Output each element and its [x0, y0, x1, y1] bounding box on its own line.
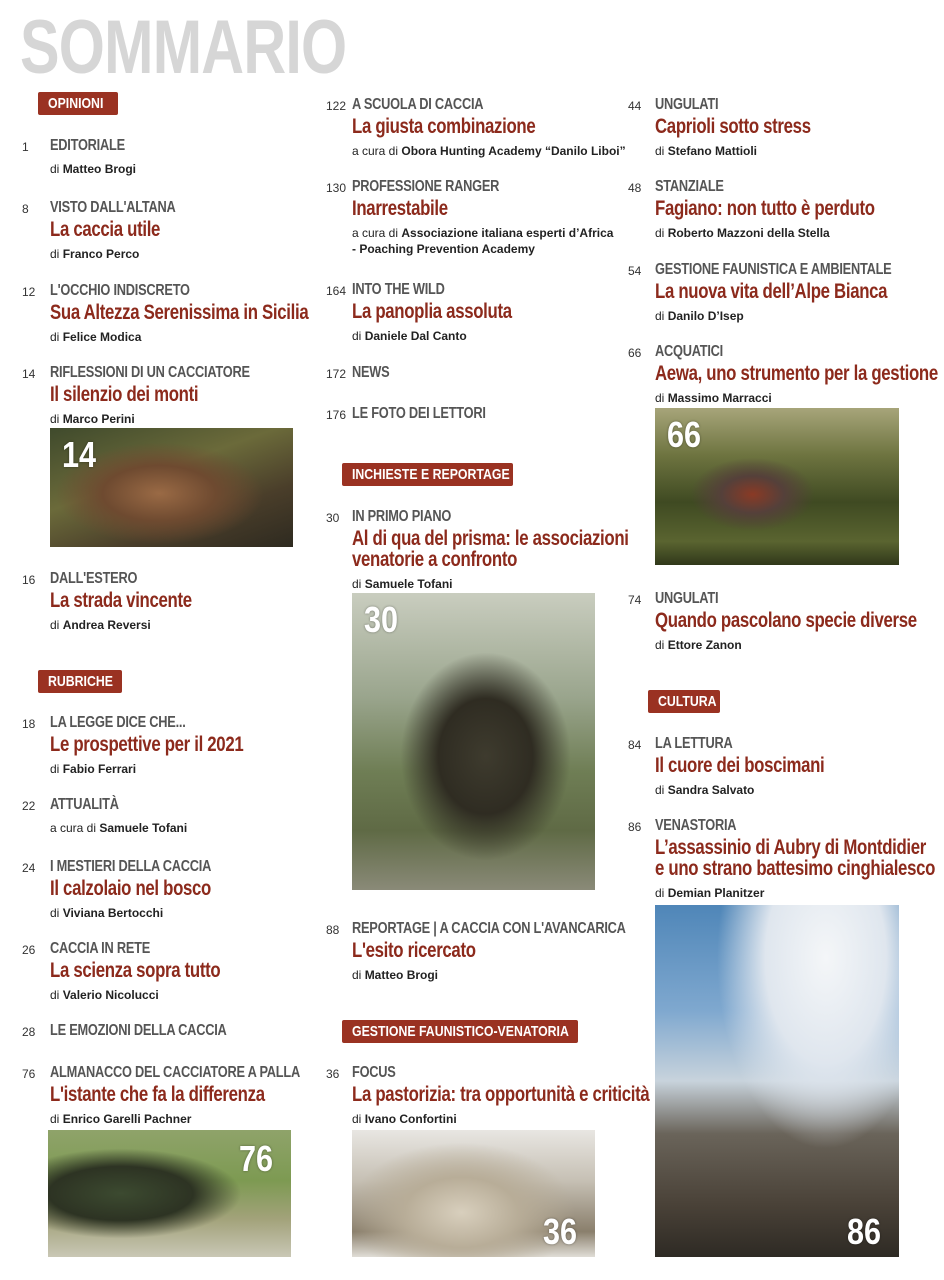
article-title[interactable]: L'esito ricercato — [352, 939, 476, 962]
article-author — [352, 328, 552, 344]
page-number: 36 — [326, 1067, 340, 1081]
photo-page-number: 86 — [847, 1211, 882, 1252]
section-kicker: LE FOTO DEI LETTORI — [352, 405, 486, 422]
section-kicker: UNGULATI — [655, 96, 719, 113]
page-number: 12 — [22, 285, 36, 299]
article-author — [50, 761, 292, 777]
toc-entry[interactable] — [22, 570, 227, 633]
section-kicker: NEWS — [352, 364, 390, 381]
page-title: SOMMARIO — [20, 5, 347, 90]
article-author — [50, 411, 300, 427]
article-author — [352, 225, 613, 257]
author-name: Massimo Marracci — [667, 391, 772, 405]
author-prefix: di — [50, 1112, 60, 1126]
section-kicker: UNGULATI — [655, 590, 719, 607]
page-number: 22 — [22, 799, 36, 813]
author-prefix: di — [50, 162, 60, 176]
toc-entry[interactable] — [628, 590, 944, 653]
section-kicker: L'OCCHIO INDISCRETO — [50, 282, 190, 299]
article-author — [655, 782, 867, 798]
page-number: 14 — [22, 367, 36, 381]
author-name: Associazione italiana esperti d’Africa — [401, 226, 614, 240]
article-author — [655, 225, 930, 241]
page-number: 26 — [22, 943, 36, 957]
author-prefix: a cura di — [352, 144, 399, 158]
author-name: Sandra Salvato — [667, 783, 755, 797]
page-number: 88 — [326, 923, 340, 937]
author-name: Daniele Dal Canto — [364, 329, 467, 343]
section-kicker: INTO THE WILD — [352, 281, 445, 298]
article-title[interactable]: L'istante che fa la differenza — [50, 1083, 265, 1106]
toc-entry[interactable] — [22, 364, 300, 427]
toc-entry[interactable] — [628, 96, 850, 159]
author-prefix: a cura di — [352, 226, 399, 240]
section-kicker: CACCIA IN RETE — [50, 940, 150, 957]
article-title-line2[interactable]: venatorie a confronto — [352, 548, 518, 571]
author-name: Andrea Reversi — [62, 618, 151, 632]
section-kicker: DALL'ESTERO — [50, 570, 138, 587]
author-prefix: di — [50, 762, 60, 776]
author-prefix: di — [50, 247, 60, 261]
section-kicker: VISTO DALL'ALTANA — [50, 199, 176, 216]
toc-entry[interactable] — [22, 796, 188, 836]
section-kicker: LA LEGGE DICE CHE... — [50, 714, 186, 731]
page-number: 18 — [22, 717, 36, 731]
photo-page-number: 14 — [62, 434, 97, 475]
author-prefix: di — [655, 886, 665, 900]
article-title[interactable]: L’assassinio di Aubry di Montdidier — [655, 836, 927, 859]
author-name: Valerio Nicolucci — [62, 988, 159, 1002]
hunter-binoculars-photo — [352, 593, 595, 890]
author-name: Fabio Ferrari — [62, 762, 137, 776]
page-number: 28 — [22, 1025, 36, 1039]
author-name: Enrico Garelli Pachner — [62, 1112, 192, 1126]
author-name: Marco Perini — [62, 412, 135, 426]
page-number: 176 — [326, 408, 347, 422]
author-name: Samuele Tofani — [364, 577, 453, 591]
section-kicker: FOCUS — [352, 1064, 396, 1081]
article-title[interactable]: La scienza sopra tutto — [50, 959, 221, 982]
section-kicker: I MESTIERI DELLA CACCIA — [50, 858, 212, 875]
section-badge-label: CULTURA — [658, 693, 717, 710]
author-name: Stefano Mattioli — [667, 144, 758, 158]
toc-entry[interactable] — [628, 817, 944, 901]
page-number: 1 — [22, 140, 29, 154]
section-kicker: VENASTORIA — [655, 817, 737, 834]
article-author — [50, 987, 263, 1003]
author-name: Demian Planitzer — [667, 886, 765, 900]
hunter-with-rifle-photo — [48, 1130, 291, 1257]
article-author — [50, 905, 251, 921]
author-prefix: di — [655, 309, 665, 323]
article-author — [50, 1111, 362, 1127]
photo-page-number: 66 — [667, 414, 702, 455]
page-number: 76 — [22, 1067, 36, 1081]
article-author — [50, 329, 373, 345]
article-author — [50, 246, 207, 262]
section-kicker: ATTUALITÀ — [50, 796, 119, 813]
toc-entry[interactable] — [22, 858, 251, 921]
author-name: Ivano Confortini — [364, 1112, 457, 1126]
article-author — [655, 885, 944, 901]
section-kicker: A SCUOLA DI CACCIA — [352, 96, 484, 113]
section-badge-label: RUBRICHE — [48, 673, 113, 690]
article-title[interactable]: La strada vincente — [50, 589, 192, 612]
toc-entry[interactable] — [22, 199, 207, 262]
author-prefix: di — [50, 412, 60, 426]
section-badge-label: INCHIESTE E REPORTAGE — [352, 466, 510, 483]
article-title[interactable]: Al di qua del prisma: le associazioni — [352, 527, 629, 550]
toc-entry[interactable] — [22, 940, 263, 1003]
author-prefix: di — [50, 618, 60, 632]
article-title[interactable]: La panoplia assoluta — [352, 300, 512, 323]
author-name: Danilo D’Isep — [667, 309, 744, 323]
toc-entry[interactable] — [628, 261, 944, 324]
article-author — [50, 820, 187, 836]
page-number: 8 — [22, 202, 29, 216]
section-kicker: PROFESSIONE RANGER — [352, 178, 500, 195]
toc-entry[interactable] — [22, 1022, 271, 1040]
article-title[interactable]: Quando pascolano specie diverse — [655, 609, 917, 632]
page-number: 16 — [22, 573, 36, 587]
section-badge-gestione-faunistico-venatoria — [342, 1020, 578, 1043]
author-name: Obora Hunting Academy “Danilo Liboi” — [401, 144, 626, 158]
section-kicker: RIFLESSIONI DI UN CACCIATORE — [50, 364, 250, 381]
article-title[interactable]: Il silenzio dei monti — [50, 383, 199, 406]
page-number: 66 — [628, 346, 642, 360]
author-prefix: di — [50, 330, 60, 344]
page-number: 122 — [326, 99, 347, 113]
article-title[interactable]: Il cuore dei boscimani — [655, 754, 825, 777]
photo-page-number: 76 — [239, 1138, 274, 1179]
article-title[interactable]: La giusta combinazione — [352, 115, 536, 138]
article-author — [655, 637, 944, 653]
toc-entry[interactable] — [628, 735, 867, 798]
author-prefix: di — [352, 968, 362, 982]
page-number: 30 — [326, 511, 340, 525]
article-author — [352, 967, 694, 983]
section-badge-inchieste-e-reportage — [342, 463, 513, 486]
author-prefix: di — [655, 226, 665, 240]
section-kicker: ALMANACCO DEL CACCIATORE A PALLA — [50, 1064, 300, 1081]
page-number: 48 — [628, 181, 642, 195]
author-prefix: di — [352, 329, 362, 343]
section-kicker: IN PRIMO PIANO — [352, 508, 452, 525]
page-number: 54 — [628, 264, 642, 278]
section-badge-rubriche — [38, 670, 122, 693]
article-author — [50, 617, 227, 633]
section-badge-opinioni — [38, 92, 118, 115]
toc-entry[interactable] — [326, 405, 519, 423]
article-title[interactable]: Le prospettive per il 2021 — [50, 733, 244, 756]
author-name: Samuele Tofani — [99, 821, 188, 835]
sheep-flock-photo — [352, 1130, 595, 1257]
author-prefix: di — [50, 906, 60, 920]
author-name: Felice Modica — [62, 330, 142, 344]
photo-page-number: 36 — [543, 1211, 578, 1252]
article-title[interactable]: Il calzolaio nel bosco — [50, 877, 212, 900]
author-prefix: di — [655, 638, 665, 652]
section-kicker: LA LETTURA — [655, 735, 733, 752]
article-title[interactable]: Fagiano: non tutto è perduto — [655, 197, 875, 220]
article-author — [352, 576, 698, 592]
article-title[interactable]: Sua Altezza Serenissima in Sicilia — [50, 301, 309, 324]
chamois-on-rock-photo — [655, 905, 899, 1257]
author-name: Matteo Brogi — [364, 968, 439, 982]
section-kicker: ACQUATICI — [655, 343, 723, 360]
section-badge-cultura — [648, 690, 720, 713]
article-author — [352, 143, 626, 159]
author-name-line2: - Poaching Prevention Academy — [352, 242, 535, 256]
author-prefix: di — [50, 988, 60, 1002]
toc-entry[interactable] — [326, 281, 552, 344]
article-title[interactable]: La pastorizia: tra opportunità e criticità — [352, 1083, 650, 1106]
author-prefix: di — [352, 1112, 362, 1126]
toc-entry[interactable] — [22, 714, 292, 777]
author-prefix: di — [655, 144, 665, 158]
page-number: 44 — [628, 99, 642, 113]
section-kicker: STANZIALE — [655, 178, 724, 195]
roe-deer-photo — [50, 428, 293, 547]
article-title[interactable]: La caccia utile — [50, 218, 161, 241]
page-number: 164 — [326, 284, 347, 298]
article-title[interactable]: Caprioli sotto stress — [655, 115, 811, 138]
article-author — [655, 308, 944, 324]
toc-entry[interactable] — [326, 96, 626, 159]
toc-entry[interactable] — [326, 364, 399, 382]
toc-entry[interactable] — [628, 178, 930, 241]
author-name: Franco Perco — [62, 247, 140, 261]
toc-entry[interactable] — [326, 920, 694, 983]
author-prefix: di — [655, 391, 665, 405]
author-prefix: a cura di — [50, 821, 97, 835]
page-number: 130 — [326, 181, 347, 195]
toc-entry[interactable] — [22, 1064, 362, 1127]
article-author — [655, 390, 944, 406]
author-prefix: di — [352, 577, 362, 591]
page-number: 24 — [22, 861, 36, 875]
toc-entry[interactable] — [22, 137, 144, 177]
article-title[interactable]: Inarrestabile — [352, 197, 448, 220]
toc-entry[interactable] — [326, 178, 614, 257]
page-number: 86 — [628, 820, 642, 834]
article-title[interactable]: Aewa, uno strumento per la gestione — [655, 362, 938, 385]
page-number: 172 — [326, 367, 347, 381]
author-name: Viviana Bertocchi — [62, 906, 164, 920]
author-prefix: di — [655, 783, 665, 797]
page-number: 74 — [628, 593, 642, 607]
section-kicker: REPORTAGE | A CACCIA CON L'AVANCARICA — [352, 920, 626, 937]
author-name: Matteo Brogi — [62, 162, 137, 176]
section-kicker: GESTIONE FAUNISTICA E AMBIENTALE — [655, 261, 892, 278]
author-name: Ettore Zanon — [667, 638, 742, 652]
section-badge-label: GESTIONE FAUNISTICO-VENATORIA — [352, 1023, 569, 1040]
article-author — [655, 143, 850, 159]
duck-flying-photo — [655, 408, 899, 565]
toc-entry[interactable] — [326, 508, 698, 592]
page-number: 84 — [628, 738, 642, 752]
author-name: Roberto Mazzoni della Stella — [667, 226, 830, 240]
photo-page-number: 30 — [364, 599, 399, 640]
section-badge-label: OPINIONI — [48, 95, 104, 112]
section-kicker: EDITORIALE — [50, 137, 125, 154]
section-kicker: LE EMOZIONI DELLA CACCIA — [50, 1022, 227, 1039]
toc-entry[interactable] — [22, 282, 373, 345]
toc-entry[interactable] — [628, 343, 944, 406]
article-author — [50, 161, 144, 177]
article-title-line2[interactable]: e uno strano battesimo cinghialesco — [655, 857, 936, 880]
article-title[interactable]: La nuova vita dell’Alpe Bianca — [655, 280, 888, 303]
